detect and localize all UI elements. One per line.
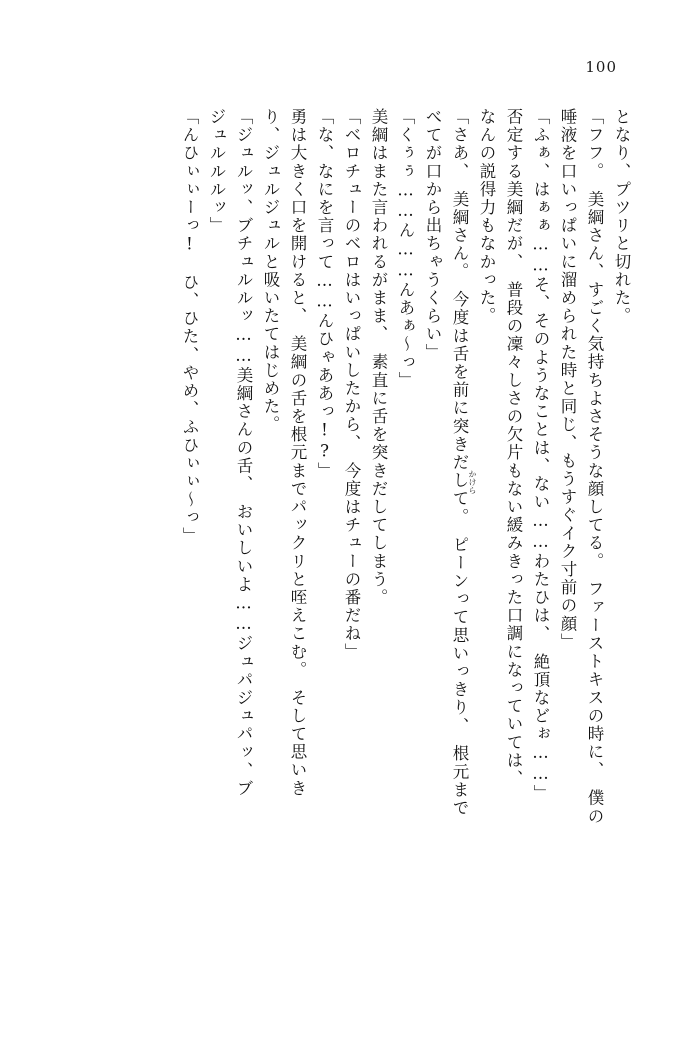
text-column: 「さあ、 美綱さん。 今度は舌を前に突きだして。 ピーンって思いっきり、 根元まで xyxy=(450,108,469,818)
text-column: となり、プツリと切れた。 xyxy=(612,108,631,326)
text-column: なんの説得力もなかった。 xyxy=(477,108,496,326)
text-column: べてが口から出ちゃうくらい」 xyxy=(423,108,442,362)
text-column: 「フフ。 美綱さん、すごく気持ちよさそうな顔してる。 ファーストキスの時に、 僕の xyxy=(585,108,604,826)
text-column: 唾液を口いっぱいに溜められた時と同じ、もうすぐイク寸前の顔」 xyxy=(558,108,577,651)
text-column: り、ジュルジュルと吸いたてはじめた。 xyxy=(261,108,280,434)
text-column: 「んひぃぃーっ! ひ、ひた、やめ、ふひぃぃ～っ」 xyxy=(180,108,199,545)
text-column: 否定する美綱だが、 普段の凜々しさの欠片もない緩みきった口調になっていては、 xyxy=(504,108,523,788)
text-column: 「ふぁ、はぁぁ……そ、そのようなことは、ない……わたひは、 絶頂などぉ……」 xyxy=(531,108,550,803)
text-column: ジュルルルッ」 xyxy=(207,108,226,235)
text-column: 「ベロチューのベロはいっぱいしたから、 今度はチューの番だね」 xyxy=(342,108,361,661)
text-column: 「な、なにを言って……んひゃああっ!?」 xyxy=(315,108,334,480)
vertical-text-body xyxy=(170,108,629,948)
text-column: 「くぅぅ……ん……んあぁ～っ」 xyxy=(396,108,415,390)
ruby-annotation: かけら xyxy=(468,470,477,494)
text-column: 勇は大きく口を開けると、 美綱の舌を根元までパックリと咥えこむ。 そして思いき xyxy=(288,108,307,798)
text-column: 美綱はまた言われるがまま、 素直に舌を突きだしてしまう。 xyxy=(369,108,388,607)
page-number: 100 xyxy=(585,58,617,76)
text-column: 「ジュルッ、ブチュルルッ……美綱さんの舌、 おいしいよ……ジュパジュパッ、ブ xyxy=(234,108,253,798)
